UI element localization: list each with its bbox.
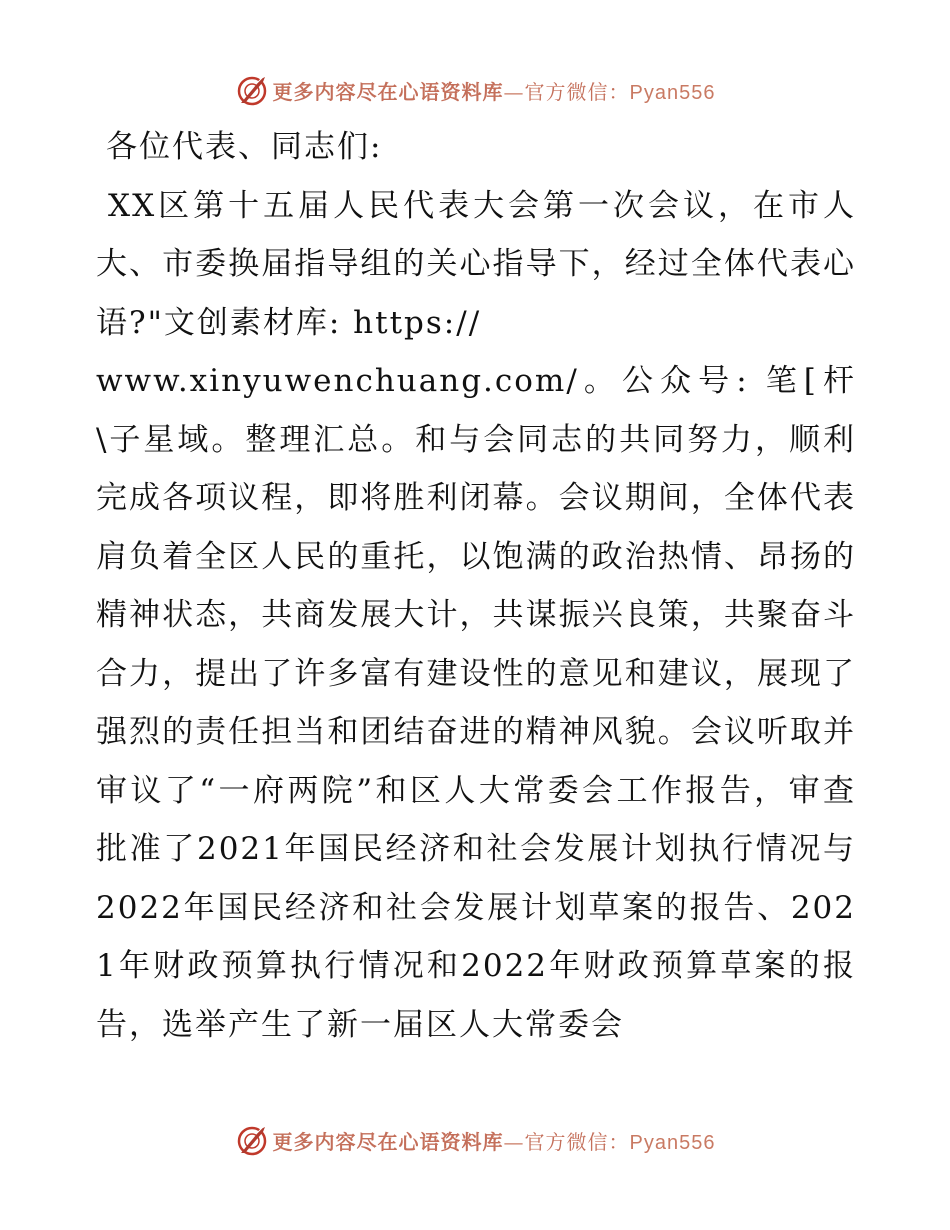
- salutation: 各位代表、同志们:: [106, 129, 383, 165]
- quill-logo-icon: [235, 73, 269, 107]
- watermark-dash: —: [503, 1129, 525, 1154]
- quill-logo-icon: [235, 1123, 269, 1157]
- watermark-site-name: 更多内容尽在心语资料库: [272, 1129, 504, 1154]
- watermark-wechat-id: Pyan556: [629, 1131, 716, 1154]
- document-body: [96, 118, 856, 1054]
- header-watermark-banner: [0, 70, 950, 110]
- watermark-official-label: 官方微信：: [524, 1129, 630, 1154]
- watermark-official-label: 官方微信：: [524, 79, 630, 104]
- body-paragraph: XX区第十五届人民代表大会第一次会议，在市人大、市委换届指导组的关心指导下，经过全体代表心语?"文创素材库: https:// www.xinyuwenchuang.com/。公众号: 笔[杆\子星域。整理汇总。和与会同志的共同努力，顺利完成各项议程，即将胜利闭幕。会议期间，全体代表肩负着全区人民的重托，以饱满的政治热情、昂扬的精神状态，共商发展大计，共谋振兴良策，共聚奋斗合力，提出了许多富有建设性的意见和建议，展现了强烈的责任担当和团结奋进的精神风貌。会议听取并审议了“一府两院”和区人大常委会工作报告，审查批准了2021年国民经济和社会发展计划执行情况与2022年国民经济和社会发展计划草案的报告、2021年财政预算执行情况和2022年财政预算草案的报告，选举产生了新一届区人大常委会: [96, 187, 856, 1043]
- watermark-site-name: 更多内容尽在心语资料库: [272, 79, 504, 104]
- watermark-dash: —: [503, 79, 525, 104]
- footer-watermark-banner: [0, 1120, 950, 1160]
- watermark-text: [273, 76, 716, 105]
- watermark-wechat-id: Pyan556: [629, 81, 716, 104]
- watermark-text: [273, 1126, 716, 1155]
